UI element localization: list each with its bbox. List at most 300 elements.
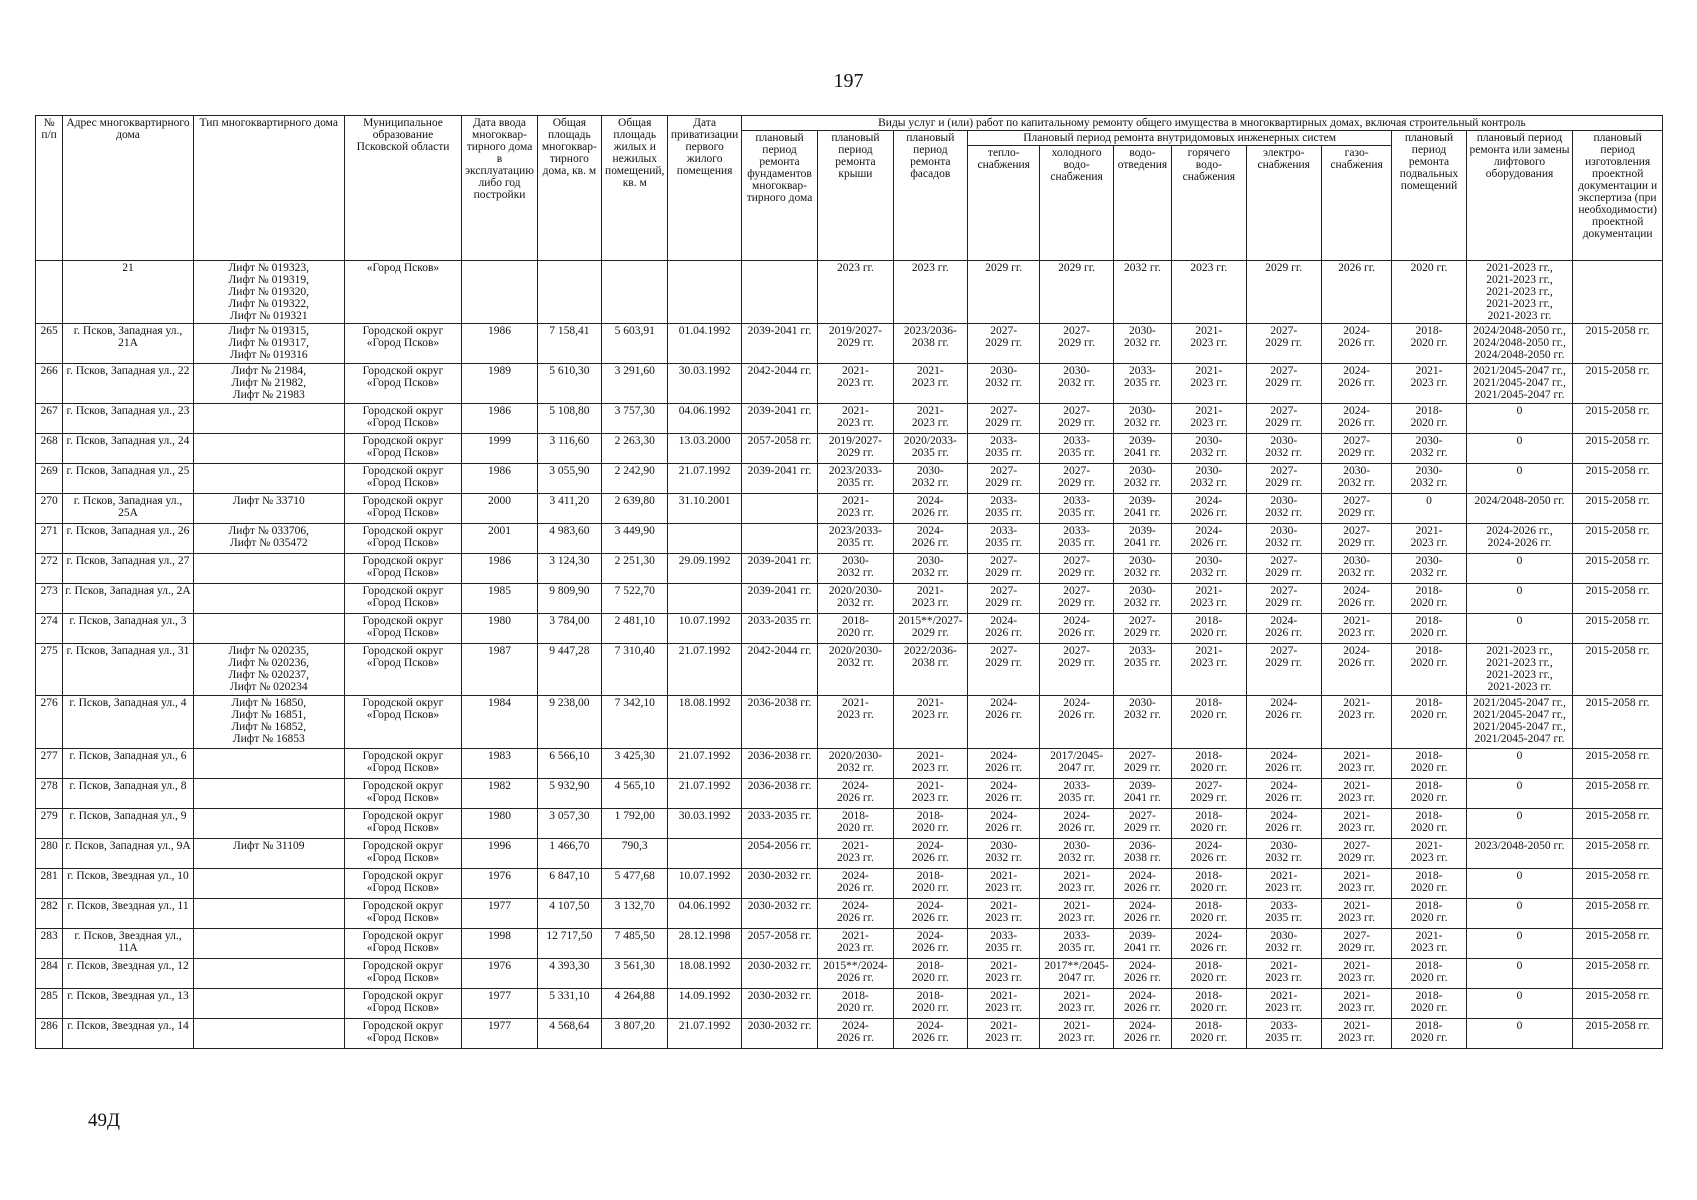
cell-privatization: 01.04.1992	[668, 324, 741, 364]
col-living-area-header: Общая площадь жилых и нежилых помещений, кв. м	[602, 116, 668, 261]
cell-num: 285	[36, 989, 63, 1019]
systems-group-header: Плановый период ремонта внутридомовых инженерных систем	[968, 131, 1392, 146]
cell-basement: 2018- 2020 гг.	[1392, 989, 1466, 1019]
cell-lift-period: 0	[1466, 554, 1573, 584]
cell-gas: 2024- 2026 гг.	[1321, 404, 1391, 434]
cell-foundation: 2042-2044 гг.	[741, 364, 817, 404]
cell-municipality: «Город Псков»	[344, 261, 462, 324]
cell-gas: 2026 гг.	[1321, 261, 1391, 324]
cell-heat: 2024- 2026 гг.	[968, 779, 1040, 809]
cell-roof: 2020/2030- 2032 гг.	[818, 584, 893, 614]
cell-electric: 2033- 2035 гг.	[1246, 1019, 1321, 1049]
col-docs-header: плановый период изготовления проектной документации и экспертиза (при необходимости) проектной документации	[1573, 131, 1663, 261]
cell-roof: 2018- 2020 гг.	[818, 614, 893, 644]
cell-roof: 2018- 2020 гг.	[818, 809, 893, 839]
cell-basement: 2018- 2020 гг.	[1392, 749, 1466, 779]
cell-num: 279	[36, 809, 63, 839]
cell-facade: 2021- 2023 гг.	[893, 749, 967, 779]
cell-basement: 2030- 2032 гг.	[1392, 554, 1466, 584]
cell-total-area: 3 057,30	[537, 809, 601, 839]
cell-living-area: 3 132,70	[602, 899, 668, 929]
cell-num: 271	[36, 524, 63, 554]
cell-roof: 2023 гг.	[818, 261, 893, 324]
cell-municipality: Городской округ «Город Псков»	[344, 869, 462, 899]
cell-drainage: 2027- 2029 гг.	[1113, 614, 1171, 644]
cell-address: г. Псков, Западная ул., 27	[63, 554, 194, 584]
table-row	[36, 614, 1663, 644]
cell-privatization: 18.08.1992	[668, 959, 741, 989]
cell-living-area: 5 477,68	[602, 869, 668, 899]
cell-lift-type: Лифт № 21984, Лифт № 21982, Лифт № 21983	[193, 364, 344, 404]
cell-foundation: 2033-2035 гг.	[741, 809, 817, 839]
cell-lift-type: Лифт № 019315, Лифт № 019317, Лифт № 019316	[193, 324, 344, 364]
cell-year: 1976	[462, 959, 537, 989]
cell-gas: 2021- 2023 гг.	[1321, 696, 1391, 749]
cell-num: 284	[36, 959, 63, 989]
cell-basement: 2018- 2020 гг.	[1392, 899, 1466, 929]
cell-lift-type	[193, 554, 344, 584]
cell-gas: 2021- 2023 гг.	[1321, 989, 1391, 1019]
cell-lift-period: 2021/2045-2047 гг., 2021/2045-2047 гг., 2021/2045-2047 гг.	[1466, 364, 1573, 404]
cell-municipality: Городской округ «Город Псков»	[344, 1019, 462, 1049]
cell-heat: 2030- 2032 гг.	[968, 839, 1040, 869]
cell-living-area	[602, 261, 668, 324]
cell-drainage: 2030- 2032 гг.	[1113, 464, 1171, 494]
cell-cold-water: 2030- 2032 гг.	[1040, 839, 1113, 869]
cell-address: г. Псков, Западная ул., 4	[63, 696, 194, 749]
cell-drainage: 2024- 2026 гг.	[1113, 869, 1171, 899]
cell-electric: 2024- 2026 гг.	[1246, 614, 1321, 644]
col-privatization-header: Дата приватизации первого жилого помещения	[668, 116, 741, 261]
cell-cold-water: 2033- 2035 гг.	[1040, 779, 1113, 809]
cell-num: 281	[36, 869, 63, 899]
cell-drainage: 2024- 2026 гг.	[1113, 1019, 1171, 1049]
cell-foundation: 2039-2041 гг.	[741, 404, 817, 434]
cell-gas: 2027- 2029 гг.	[1321, 839, 1391, 869]
cell-cold-water: 2033- 2035 гг.	[1040, 434, 1113, 464]
cell-facade: 2021- 2023 гг.	[893, 696, 967, 749]
cell-facade: 2024- 2026 гг.	[893, 929, 967, 959]
cell-drainage: 2024- 2026 гг.	[1113, 989, 1171, 1019]
cell-year: 1986	[462, 404, 537, 434]
cell-municipality: Городской округ «Город Псков»	[344, 696, 462, 749]
cell-roof: 2015**/2024- 2026 гг.	[818, 959, 893, 989]
cell-basement: 2018- 2020 гг.	[1392, 869, 1466, 899]
cell-municipality: Городской округ «Город Псков»	[344, 464, 462, 494]
cell-hot-water: 2024- 2026 гг.	[1172, 494, 1246, 524]
cell-facade: 2024- 2026 гг.	[893, 899, 967, 929]
cell-facade: 2018- 2020 гг.	[893, 869, 967, 899]
cell-foundation: 2057-2058 гг.	[741, 929, 817, 959]
table-row	[36, 929, 1663, 959]
cell-num: 277	[36, 749, 63, 779]
cell-lift-period: 0	[1466, 749, 1573, 779]
cell-year: 1989	[462, 364, 537, 404]
cell-year: 1977	[462, 899, 537, 929]
cell-num: 278	[36, 779, 63, 809]
cell-privatization: 21.07.1992	[668, 644, 741, 696]
cell-hot-water: 2030- 2032 гг.	[1172, 554, 1246, 584]
cell-electric: 2024- 2026 гг.	[1246, 696, 1321, 749]
cell-privatization: 21.07.1992	[668, 1019, 741, 1049]
table-row	[36, 959, 1663, 989]
cell-foundation: 2039-2041 гг.	[741, 464, 817, 494]
cell-drainage: 2030- 2032 гг.	[1113, 696, 1171, 749]
cell-total-area: 4 107,50	[537, 899, 601, 929]
cell-facade: 2023/2036- 2038 гг.	[893, 324, 967, 364]
cell-foundation: 2030-2032 гг.	[741, 899, 817, 929]
cell-total-area: 4 983,60	[537, 524, 601, 554]
cell-gas: 2027- 2029 гг.	[1321, 494, 1391, 524]
cell-drainage: 2027- 2029 гг.	[1113, 809, 1171, 839]
cell-docs: 2015-2058 гг.	[1573, 869, 1663, 899]
cell-municipality: Городской округ «Город Псков»	[344, 584, 462, 614]
cell-address: г. Псков, Звездная ул., 10	[63, 869, 194, 899]
cell-lift-period: 0	[1466, 404, 1573, 434]
cell-year: 1985	[462, 584, 537, 614]
cell-roof: 2020/2030- 2032 гг.	[818, 644, 893, 696]
cell-gas: 2024- 2026 гг.	[1321, 644, 1391, 696]
cell-facade: 2021- 2023 гг.	[893, 364, 967, 404]
cell-roof: 2024- 2026 гг.	[818, 1019, 893, 1049]
cell-address: г. Псков, Западная ул., 31	[63, 644, 194, 696]
cell-address: г. Псков, Звездная ул., 13	[63, 989, 194, 1019]
cell-address: г. Псков, Западная ул., 8	[63, 779, 194, 809]
col-facade-header: плановый период ремонта фасадов	[893, 131, 967, 261]
cell-living-area: 3 807,20	[602, 1019, 668, 1049]
cell-year: 1996	[462, 839, 537, 869]
cell-electric: 2027- 2029 гг.	[1246, 464, 1321, 494]
cell-total-area: 9 809,90	[537, 584, 601, 614]
cell-gas: 2030- 2032 гг.	[1321, 554, 1391, 584]
cell-lift-period: 0	[1466, 1019, 1573, 1049]
cell-basement: 2018- 2020 гг.	[1392, 1019, 1466, 1049]
cell-total-area: 1 466,70	[537, 839, 601, 869]
cell-roof: 2021- 2023 гг.	[818, 404, 893, 434]
cell-docs: 2015-2058 гг.	[1573, 554, 1663, 584]
cell-heat: 2021- 2023 гг.	[968, 1019, 1040, 1049]
cell-heat: 2033- 2035 гг.	[968, 524, 1040, 554]
cell-cold-water: 2027- 2029 гг.	[1040, 464, 1113, 494]
cell-cold-water: 2021- 2023 гг.	[1040, 1019, 1113, 1049]
cell-year: 2001	[462, 524, 537, 554]
cell-address: г. Псков, Звездная ул., 11	[63, 899, 194, 929]
cell-hot-water: 2018- 2020 гг.	[1172, 696, 1246, 749]
cell-lift-type: Лифт № 020235, Лифт № 020236, Лифт № 020237, Лифт № 020234	[193, 644, 344, 696]
cell-total-area: 6 566,10	[537, 749, 601, 779]
cell-basement: 2021- 2023 гг.	[1392, 524, 1466, 554]
cell-roof: 2021- 2023 гг.	[818, 929, 893, 959]
cell-gas: 2021- 2023 гг.	[1321, 1019, 1391, 1049]
cell-foundation: 2030-2032 гг.	[741, 869, 817, 899]
cell-docs: 2015-2058 гг.	[1573, 364, 1663, 404]
cell-foundation: 2042-2044 гг.	[741, 644, 817, 696]
cell-cold-water: 2021- 2023 гг.	[1040, 899, 1113, 929]
cell-heat: 2027- 2029 гг.	[968, 644, 1040, 696]
cell-electric: 2024- 2026 гг.	[1246, 809, 1321, 839]
col-address-header: Адрес многоквартирного дома	[63, 116, 194, 261]
cell-hot-water: 2018- 2020 гг.	[1172, 1019, 1246, 1049]
cell-privatization: 10.07.1992	[668, 614, 741, 644]
cell-docs: 2015-2058 гг.	[1573, 899, 1663, 929]
cell-total-area: 6 847,10	[537, 869, 601, 899]
table-row	[36, 899, 1663, 929]
cell-lift-period: 2021-2023 гг., 2021-2023 гг., 2021-2023 гг., 2021-2023 гг., 2021-2023 гг.	[1466, 261, 1573, 324]
cell-foundation	[741, 494, 817, 524]
cell-docs: 2015-2058 гг.	[1573, 464, 1663, 494]
cell-electric: 2024- 2026 гг.	[1246, 779, 1321, 809]
table-row	[36, 839, 1663, 869]
cell-lift-period: 2024/2048-2050 гг.	[1466, 494, 1573, 524]
cell-electric: 2029 гг.	[1246, 261, 1321, 324]
cell-lift-type	[193, 869, 344, 899]
cell-foundation: 2039-2041 гг.	[741, 554, 817, 584]
cell-lift-period: 2024-2026 гг., 2024-2026 гг.	[1466, 524, 1573, 554]
cell-total-area: 7 158,41	[537, 324, 601, 364]
cell-gas: 2021- 2023 гг.	[1321, 779, 1391, 809]
cell-municipality: Городской округ «Город Псков»	[344, 809, 462, 839]
cell-gas: 2030- 2032 гг.	[1321, 464, 1391, 494]
cell-basement: 2018- 2020 гг.	[1392, 584, 1466, 614]
cell-year	[462, 261, 537, 324]
col-total-area-header: Общая площадь многоквар-тирного дома, кв. м	[537, 116, 601, 261]
cell-docs: 2015-2058 гг.	[1573, 524, 1663, 554]
cell-docs: 2015-2058 гг.	[1573, 696, 1663, 749]
cell-total-area: 4 568,64	[537, 1019, 601, 1049]
cell-municipality: Городской округ «Город Псков»	[344, 364, 462, 404]
cell-foundation: 2030-2032 гг.	[741, 1019, 817, 1049]
table-body	[36, 261, 1663, 1049]
cell-gas: 2027- 2029 гг.	[1321, 434, 1391, 464]
cell-facade: 2015**/2027- 2029 гг.	[893, 614, 967, 644]
cell-cold-water: 2033- 2035 гг.	[1040, 929, 1113, 959]
cell-living-area: 4 264,88	[602, 989, 668, 1019]
cell-total-area: 3 055,90	[537, 464, 601, 494]
col-basement-header: плановый период ремонта подвальных помещений	[1392, 131, 1466, 261]
table-row	[36, 584, 1663, 614]
cell-lift-type	[193, 929, 344, 959]
cell-living-area: 3 757,30	[602, 404, 668, 434]
cell-total-area: 5 932,90	[537, 779, 601, 809]
cell-address: г. Псков, Западная ул., 9	[63, 809, 194, 839]
cell-roof: 2021- 2023 гг.	[818, 696, 893, 749]
table-row	[36, 524, 1663, 554]
cell-cold-water: 2024- 2026 гг.	[1040, 696, 1113, 749]
cell-privatization: 28.12.1998	[668, 929, 741, 959]
cell-drainage: 2024- 2026 гг.	[1113, 899, 1171, 929]
cell-cold-water: 2033- 2035 гг.	[1040, 524, 1113, 554]
cell-address: 21	[63, 261, 194, 324]
cell-heat: 2029 гг.	[968, 261, 1040, 324]
cell-lift-type	[193, 749, 344, 779]
cell-living-area: 1 792,00	[602, 809, 668, 839]
cell-num: 270	[36, 494, 63, 524]
page-number: 197	[833, 70, 864, 92]
cell-foundation: 2054-2056 гг.	[741, 839, 817, 869]
cell-basement: 2018- 2020 гг.	[1392, 324, 1466, 364]
table-row	[36, 644, 1663, 696]
cell-lift-type	[193, 899, 344, 929]
cell-cold-water: 2027- 2029 гг.	[1040, 644, 1113, 696]
cell-drainage: 2030- 2032 гг.	[1113, 324, 1171, 364]
cell-address: г. Псков, Западная ул., 26	[63, 524, 194, 554]
cell-basement: 2018- 2020 гг.	[1392, 404, 1466, 434]
cell-num: 274	[36, 614, 63, 644]
cell-year: 1980	[462, 614, 537, 644]
cell-living-area: 2 639,80	[602, 494, 668, 524]
cell-municipality: Городской округ «Город Псков»	[344, 929, 462, 959]
cell-docs: 2015-2058 гг.	[1573, 584, 1663, 614]
cell-year: 1983	[462, 749, 537, 779]
cell-lift-type	[193, 614, 344, 644]
cell-docs: 2015-2058 гг.	[1573, 434, 1663, 464]
cell-heat: 2024- 2026 гг.	[968, 749, 1040, 779]
cell-facade: 2030- 2032 гг.	[893, 464, 967, 494]
cell-heat: 2021- 2023 гг.	[968, 899, 1040, 929]
cell-hot-water: 2018- 2020 гг.	[1172, 869, 1246, 899]
col-foundation-header: плановый период ремонта фундаментов многоквар-тирного дома	[741, 131, 817, 261]
cell-living-area: 790,3	[602, 839, 668, 869]
cell-year: 1998	[462, 929, 537, 959]
cell-electric: 2024- 2026 гг.	[1246, 749, 1321, 779]
cell-drainage: 2039- 2041 гг.	[1113, 779, 1171, 809]
cell-year: 1977	[462, 989, 537, 1019]
cell-facade: 2018- 2020 гг.	[893, 989, 967, 1019]
cell-municipality: Городской округ «Город Псков»	[344, 404, 462, 434]
cell-living-area: 7 522,70	[602, 584, 668, 614]
cell-basement: 2018- 2020 гг.	[1392, 696, 1466, 749]
cell-num: 266	[36, 364, 63, 404]
cell-gas: 2021- 2023 гг.	[1321, 869, 1391, 899]
cell-lift-period: 0	[1466, 779, 1573, 809]
cell-basement: 2030- 2032 гг.	[1392, 434, 1466, 464]
cell-basement: 2018- 2020 гг.	[1392, 614, 1466, 644]
cell-num	[36, 261, 63, 324]
cell-roof: 2030- 2032 гг.	[818, 554, 893, 584]
cell-address: г. Псков, Звездная ул., 11А	[63, 929, 194, 959]
cell-heat: 2024- 2026 гг.	[968, 696, 1040, 749]
cell-municipality: Городской округ «Город Псков»	[344, 434, 462, 464]
works-group-header: Виды услуг и (или) работ по капитальному ремонту общего имущества в многоквартирных домах, включая строительный контроль	[741, 116, 1662, 131]
cell-living-area: 3 425,30	[602, 749, 668, 779]
cell-municipality: Городской округ «Город Псков»	[344, 989, 462, 1019]
cell-cold-water: 2024- 2026 гг.	[1040, 809, 1113, 839]
col-commissioning-header: Дата ввода многоквар-тирного дома в эксплуатацию либо год постройки	[462, 116, 537, 261]
cell-cold-water: 2030- 2032 гг.	[1040, 364, 1113, 404]
cell-lift-period: 0	[1466, 809, 1573, 839]
cell-municipality: Городской округ «Город Псков»	[344, 494, 462, 524]
cell-heat: 2033- 2035 гг.	[968, 494, 1040, 524]
cell-electric: 2027- 2029 гг.	[1246, 644, 1321, 696]
cell-heat: 2027- 2029 гг.	[968, 464, 1040, 494]
cell-basement: 2020 гг.	[1392, 261, 1466, 324]
cell-living-area: 4 565,10	[602, 779, 668, 809]
table-row	[36, 696, 1663, 749]
cell-hot-water: 2030- 2032 гг.	[1172, 434, 1246, 464]
cell-address: г. Псков, Западная ул., 6	[63, 749, 194, 779]
cell-facade: 2022/2036- 2038 гг.	[893, 644, 967, 696]
cell-lift-type	[193, 434, 344, 464]
cell-municipality: Городской округ «Город Псков»	[344, 644, 462, 696]
cell-drainage: 2039- 2041 гг.	[1113, 929, 1171, 959]
cell-lift-type: Лифт № 019323, Лифт № 019319, Лифт № 019320, Лифт № 019322, Лифт № 019321	[193, 261, 344, 324]
cell-basement: 2018- 2020 гг.	[1392, 644, 1466, 696]
cell-living-area: 3 449,90	[602, 524, 668, 554]
cell-living-area: 2 263,30	[602, 434, 668, 464]
cell-drainage: 2033- 2035 гг.	[1113, 364, 1171, 404]
cell-docs: 2015-2058 гг.	[1573, 324, 1663, 364]
cell-electric: 2027- 2029 гг.	[1246, 364, 1321, 404]
cell-gas: 2024- 2026 гг.	[1321, 324, 1391, 364]
cell-facade: 2021- 2023 гг.	[893, 584, 967, 614]
cell-year: 1977	[462, 1019, 537, 1049]
cell-foundation	[741, 524, 817, 554]
cell-total-area: 5 108,80	[537, 404, 601, 434]
cell-total-area: 4 393,30	[537, 959, 601, 989]
cell-docs: 2015-2058 гг.	[1573, 614, 1663, 644]
cell-electric: 2021- 2023 гг.	[1246, 989, 1321, 1019]
cell-heat: 2027- 2029 гг.	[968, 324, 1040, 364]
cell-gas: 2021- 2023 гг.	[1321, 899, 1391, 929]
capital-repair-table	[35, 115, 1663, 1049]
cell-lift-period: 0	[1466, 899, 1573, 929]
cell-privatization: 04.06.1992	[668, 404, 741, 434]
cell-lift-period: 0	[1466, 614, 1573, 644]
cell-gas: 2021- 2023 гг.	[1321, 614, 1391, 644]
cell-privatization: 18.08.1992	[668, 696, 741, 749]
cell-electric: 2030- 2032 гг.	[1246, 434, 1321, 464]
cell-heat: 2027- 2029 гг.	[968, 404, 1040, 434]
cell-num: 286	[36, 1019, 63, 1049]
col-gas-header: газо-снабжения	[1321, 146, 1391, 261]
cell-total-area: 3 124,30	[537, 554, 601, 584]
cell-docs: 2015-2058 гг.	[1573, 839, 1663, 869]
cell-electric: 2027- 2029 гг.	[1246, 554, 1321, 584]
cell-facade: 2024- 2026 гг.	[893, 1019, 967, 1049]
table-row	[36, 404, 1663, 434]
cell-roof: 2023/2033- 2035 гг.	[818, 464, 893, 494]
cell-year: 2000	[462, 494, 537, 524]
cell-living-area: 3 291,60	[602, 364, 668, 404]
header-row-1	[36, 116, 1663, 131]
cell-lift-type	[193, 584, 344, 614]
cell-num: 267	[36, 404, 63, 434]
table-row	[36, 749, 1663, 779]
cell-lift-period: 2021/2045-2047 гг., 2021/2045-2047 гг., 2021/2045-2047 гг., 2021/2045-2047 гг.	[1466, 696, 1573, 749]
cell-electric: 2027- 2029 гг.	[1246, 404, 1321, 434]
cell-basement: 2018- 2020 гг.	[1392, 959, 1466, 989]
cell-privatization: 21.07.1992	[668, 749, 741, 779]
table-row	[36, 779, 1663, 809]
cell-heat: 2021- 2023 гг.	[968, 989, 1040, 1019]
cell-electric: 2030- 2032 гг.	[1246, 524, 1321, 554]
cell-year: 1986	[462, 554, 537, 584]
cell-num: 272	[36, 554, 63, 584]
col-lift-header: плановый период ремонта или замены лифтового оборудования	[1466, 131, 1573, 261]
cell-hot-water: 2024- 2026 гг.	[1172, 839, 1246, 869]
cell-lift-period: 0	[1466, 929, 1573, 959]
cell-lift-period: 0	[1466, 584, 1573, 614]
cell-lift-type: Лифт № 16850, Лифт № 16851, Лифт № 16852, Лифт № 16853	[193, 696, 344, 749]
cell-municipality: Городской округ «Город Псков»	[344, 524, 462, 554]
cell-hot-water: 2018- 2020 гг.	[1172, 749, 1246, 779]
cell-lift-period: 0	[1466, 989, 1573, 1019]
cell-drainage: 2039- 2041 гг.	[1113, 494, 1171, 524]
cell-num: 268	[36, 434, 63, 464]
cell-drainage: 2030- 2032 гг.	[1113, 584, 1171, 614]
cell-total-area: 5 610,30	[537, 364, 601, 404]
cell-address: г. Псков, Западная ул., 2А	[63, 584, 194, 614]
